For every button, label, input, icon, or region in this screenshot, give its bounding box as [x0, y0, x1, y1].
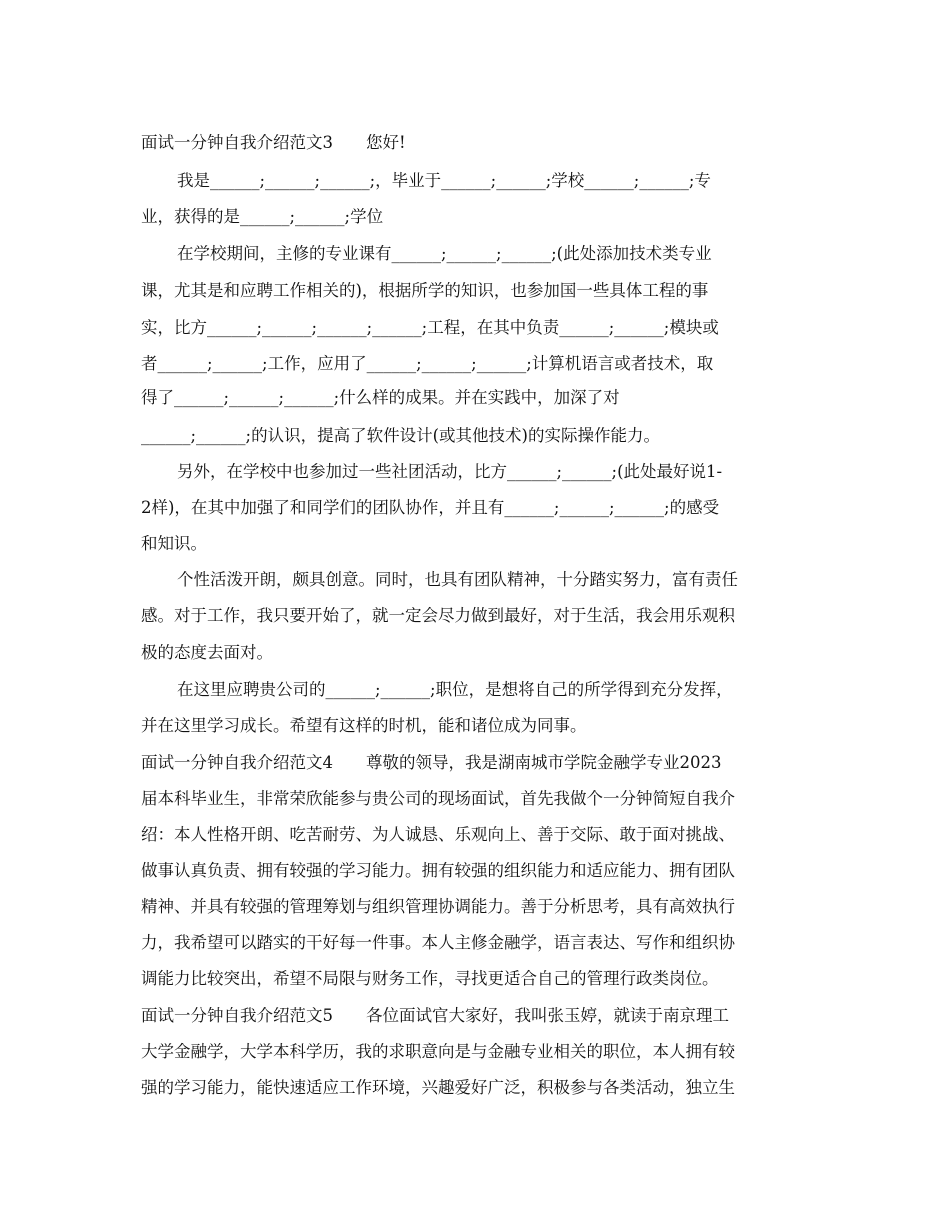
- paragraph-line: 做事认真负责、拥有较强的学习能力。拥有较强的组织能力和适应能力、拥有团队: [141, 861, 735, 880]
- paragraph-line: 2样)，在其中加强了和同学们的团队协作，并且有______;______;______;的感受: [141, 498, 720, 517]
- paragraph-line: 实，比方______;______;______;______;工程，在其中负责______;______;模块或: [141, 318, 719, 337]
- paragraph-line: 者______;______;工作，应用了______;______;______;计算机语言或者技术，取: [141, 354, 714, 373]
- paragraph-line: 力，我希望可以踏实的干好每一件事。本人主修金融学，语言表达、写作和组织协: [141, 933, 735, 952]
- paragraph-line: 得了______;______;______;什么样的成果。并在实践中，加深了对: [141, 388, 620, 407]
- heading-sample-5: 面试一分钟自我介绍范文5 各位面试官大家好，我叫张玉婷，就读于南京理工: [141, 1006, 729, 1025]
- paragraph-line: 强的学习能力，能快速适应工作环境，兴趣爱好广泛，积极参与各类活动，独立生: [141, 1078, 735, 1097]
- paragraph-line: 调能力比较突出，希望不局限与财务工作，寻找更适合自己的管理行政类岗位。: [141, 969, 719, 988]
- paragraph-line: 并在这里学习成长。希望有这样的时机，能和诸位成为同事。: [141, 716, 587, 735]
- paragraph-line: 课，尤其是和应聘工作相关的)，根据所学的知识，也参加国一些具体工程的事: [141, 281, 709, 300]
- paragraph-line: ______;______;的认识，提高了软件设计(或其他技术)的实际操作能力。: [141, 426, 660, 445]
- paragraph-line: 精神、并具有较强的管理筹划与组织管理协调能力。善于分析思考，具有高效执行: [141, 897, 735, 916]
- paragraph-line: 大学金融学，大学本科学历，我的求职意向是与金融专业相关的职位，本人拥有较: [141, 1042, 735, 1061]
- paragraph-line: 另外，在学校中也参加过一些社团活动，比方______;______;(此处最好说1-: [177, 462, 723, 481]
- paragraph-line: 届本科毕业生，非常荣欣能参与贵公司的现场面试，首先我做个一分钟简短自我介: [141, 789, 735, 808]
- paragraph-line: 绍：本人性格开朗、吃苦耐劳、为人诚恳、乐观向上、善于交际、敢于面对挑战、: [141, 825, 735, 844]
- paragraph-line: 个性活泼开朗，颇具创意。同时，也具有团队精神，十分踏实努力，富有责任: [177, 570, 738, 589]
- paragraph-line: 在这里应聘贵公司的______;______;职位，是想将自己的所学得到充分发挥，: [177, 680, 733, 699]
- paragraph-line: 我是______;______;______;，毕业于______;______;学校______;______;专: [177, 171, 711, 190]
- paragraph-line: 在学校期间，主修的专业课有______;______;______;(此处添加技术类专业: [177, 244, 712, 263]
- paragraph-line: 和知识。: [141, 534, 207, 553]
- paragraph-line: 感。对于工作，我只要开始了，就一定会尽力做到最好，对于生活，我会用乐观积: [141, 606, 735, 625]
- paragraph-line: 极的态度去面对。: [141, 643, 273, 662]
- heading-sample-4: 面试一分钟自我介绍范文4 尊敬的领导，我是湖南城市学院金融学专业2023: [141, 753, 722, 772]
- paragraph-line: 业，获得的是______;______;学位: [141, 207, 384, 226]
- heading-sample-3: 面试一分钟自我介绍范文3 您好!: [141, 133, 406, 152]
